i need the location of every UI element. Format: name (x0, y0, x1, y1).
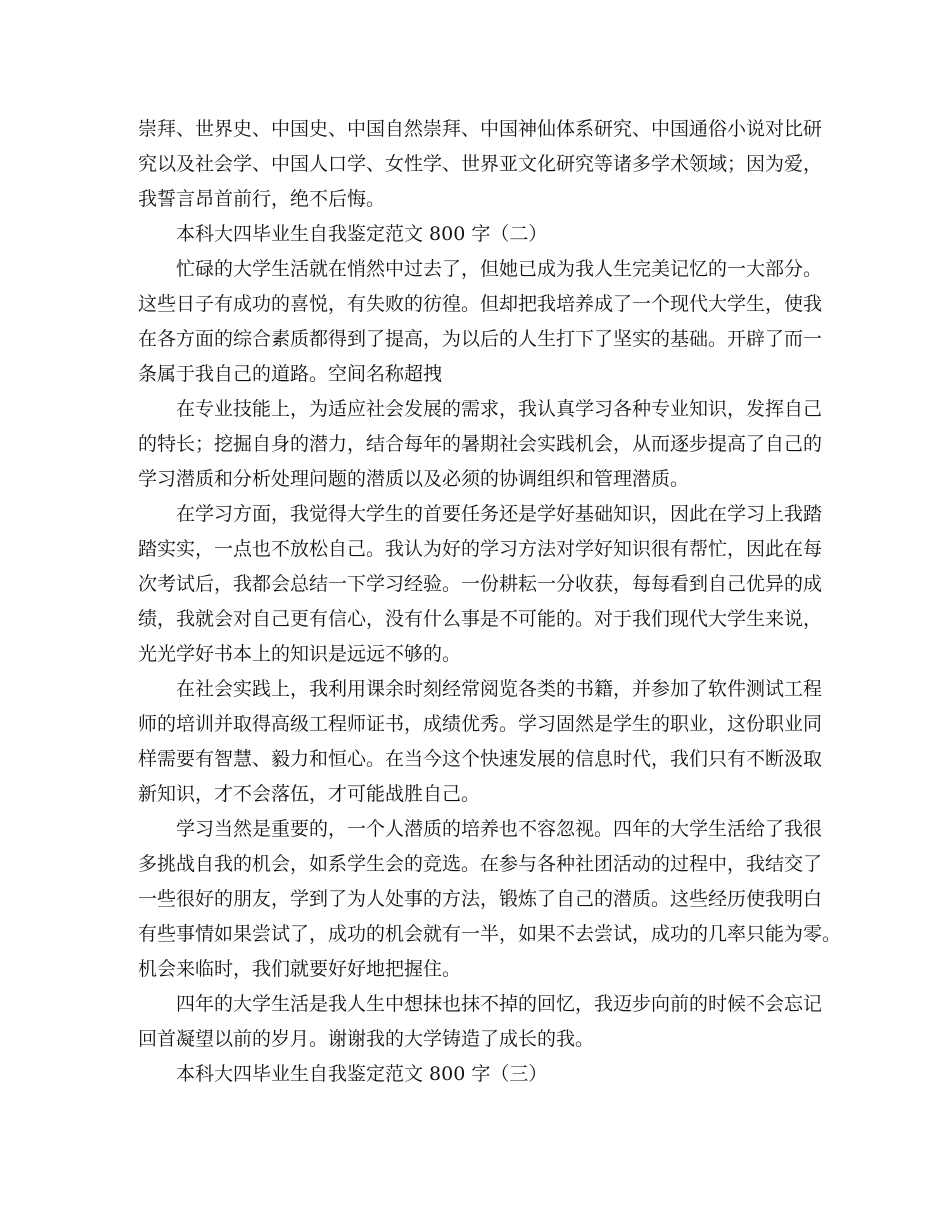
paragraph (138, 497, 823, 672)
text-line: 四年的大学生活是我人生中想抹也抹不掉的回忆，我迈步向前的时候不会忘记 (176, 993, 823, 1015)
text-line: 样需要有智慧、毅力和恒心。在当今这个快速发展的信息时代，我们只有不断汲取 (138, 748, 823, 770)
paragraph (138, 672, 823, 812)
text-line: 踏实实，一点也不放松自己。我认为好的学习方法对学好知识很有帮忙，因此在每 (138, 538, 823, 560)
text-line: 在各方面的综合素质都得到了提高，为以后的人生打下了坚实的基础。开辟了而一 (138, 328, 823, 350)
text-line: 回首凝望以前的岁月。谢谢我的大学铸造了成长的我。 (138, 1028, 595, 1050)
text-line: 在专业技能上，为适应社会发展的需求，我认真学习各种专业知识，发挥自己 (176, 398, 823, 420)
text-line: 条属于我自己的道路。空间名称超拽 (138, 363, 443, 385)
text-line: 在学习方面，我觉得大学生的首要任务还是学好基础知识，因此在学习上我踏 (176, 503, 823, 525)
paragraph (138, 392, 823, 497)
text-line: 次考试后，我都会总结一下学习经验。一份耕耘一分收获，每每看到自己优异的成 (138, 573, 823, 595)
text-line: 这些日子有成功的喜悦，有失败的彷徨。但却把我培养成了一个现代大学生，使我 (138, 293, 823, 315)
text-line: 机会来临时，我们就要好好地把握住。 (138, 958, 462, 980)
text-line: 师的培训并取得高级工程师证书，成绩优秀。学习固然是学生的职业，这份职业同 (138, 713, 823, 735)
text-line: 绩，我就会对自己更有信心，没有什么事是不可能的。对于我们现代大学生来说， (138, 608, 823, 630)
text-line: 新知识，才不会落伍，才可能战胜自己。 (138, 783, 481, 805)
paragraph (138, 987, 823, 1057)
document-body (138, 112, 842, 1092)
paragraph (138, 217, 818, 252)
text-line: 忙碌的大学生活就在悄然中过去了，但她已成为我人生完美记忆的一大部分。 (176, 258, 823, 280)
text-line: 有些事情如果尝试了，成功的机会就有一半，如果不去尝试，成功的几率只能为零。 (138, 923, 842, 945)
paragraph (138, 252, 823, 392)
text-line: 多挑战自我的机会，如系学生会的竞选。在参与各种社团活动的过程中，我结交了 (138, 853, 823, 875)
text-line: 一些很好的朋友，学到了为人处事的方法，锻炼了自己的潜质。这些经历使我明白 (138, 888, 823, 910)
text-line: 在社会实践上，我利用课余时刻经常阅览各类的书籍，并参加了软件测试工程 (176, 678, 823, 700)
text-line: 本科大四毕业生自我鉴定范文 800 字（二） (176, 223, 548, 245)
paragraph (138, 1057, 818, 1092)
text-line: 崇拜、世界史、中国史、中国自然崇拜、中国神仙体系研究、中国通俗小说对比研 (138, 118, 823, 140)
text-line: 究以及社会学、中国人口学、女性学、世界亚文化研究等诸多学术领域；因为爱， (138, 153, 823, 175)
text-line: 学习当然是重要的，一个人潜质的培养也不容忽视。四年的大学生活给了我很 (176, 818, 823, 840)
text-line: 我誓言昂首前行，绝不后悔。 (138, 188, 386, 210)
text-line: 的特长；挖掘自身的潜力，结合每年的暑期社会实践机会，从而逐步提高了自己的 (138, 433, 823, 455)
paragraph (138, 812, 842, 987)
paragraph (138, 112, 823, 217)
text-line: 学习潜质和分析处理问题的潜质以及必须的协调组织和管理潜质。 (138, 468, 690, 490)
text-line: 光光学好书本上的知识是远远不够的。 (138, 643, 462, 665)
text-line: 本科大四毕业生自我鉴定范文 800 字（三） (176, 1063, 548, 1085)
